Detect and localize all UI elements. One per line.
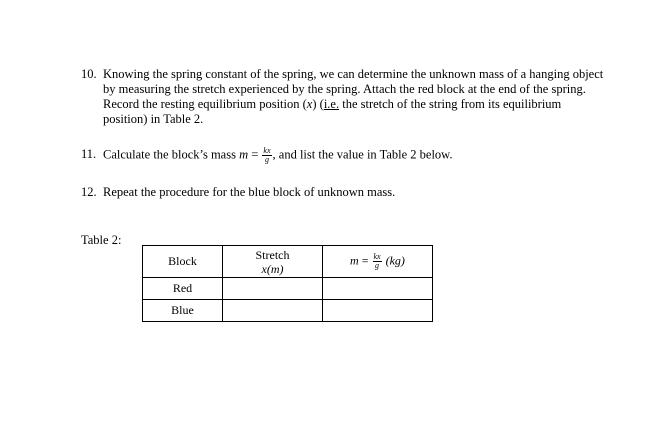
data-table: [142, 245, 433, 322]
header-mass: [323, 246, 433, 278]
header-stretch: [223, 246, 323, 278]
math-variable: x: [306, 97, 313, 111]
math-fraction: [373, 253, 382, 270]
header-stretch-unit: x(m): [261, 261, 284, 276]
question-text: Repeat the procedure for the blue block of unknown mass.: [103, 185, 396, 199]
fraction-denominator: g: [264, 155, 269, 164]
cell-stretch[interactable]: [223, 300, 323, 322]
abbreviation: i.e.: [323, 97, 340, 111]
question-text: [103, 67, 621, 127]
table-header-row: [143, 246, 433, 278]
text-segment: ) (: [312, 97, 324, 111]
text-line: position) in Table 2.: [103, 112, 204, 126]
header-stretch-label: Stretch: [255, 247, 290, 262]
math-operator: =: [248, 147, 262, 162]
math-operator: =: [358, 253, 372, 268]
text-segment: , and list the value in Table 2 below.: [272, 147, 453, 162]
text-line: by measuring the stretch experienced by the spring. Attach the red block at the end of the spring.: [103, 82, 586, 96]
cell-stretch[interactable]: [223, 278, 323, 300]
text-segment: the stretch of the string from its equilibrium: [339, 97, 562, 111]
text-segment: Calculate the block’s mass: [103, 147, 240, 162]
question-text: [103, 147, 621, 164]
math-fraction: [262, 147, 271, 164]
table-row: [143, 300, 433, 322]
question-11: [81, 147, 621, 164]
text-segment: Record the resting equilibrium position (: [103, 97, 307, 111]
fraction-numerator: kx: [263, 146, 271, 155]
math-variable: m: [350, 253, 359, 268]
cell-block: Red: [143, 278, 223, 300]
cell-mass[interactable]: [323, 278, 433, 300]
question-number: 12.: [81, 185, 97, 199]
header-block: Block: [143, 246, 223, 278]
text-line: Knowing the spring constant of the spring, we can determine the unknown mass of a hanging object: [103, 67, 604, 81]
math-variable: m: [239, 147, 249, 162]
fraction-denominator: g: [375, 261, 380, 270]
table-label: Table 2:: [81, 233, 122, 247]
table-row: [143, 278, 433, 300]
question-number: 10.: [81, 67, 97, 81]
text-line: [103, 97, 621, 112]
question-number: 11.: [81, 147, 97, 161]
question-10: [81, 67, 621, 127]
fraction-numerator: kx: [373, 252, 381, 261]
mass-unit: (kg): [382, 253, 405, 268]
cell-block: Blue: [143, 300, 223, 322]
question-12: [81, 185, 621, 200]
cell-mass[interactable]: [323, 300, 433, 322]
